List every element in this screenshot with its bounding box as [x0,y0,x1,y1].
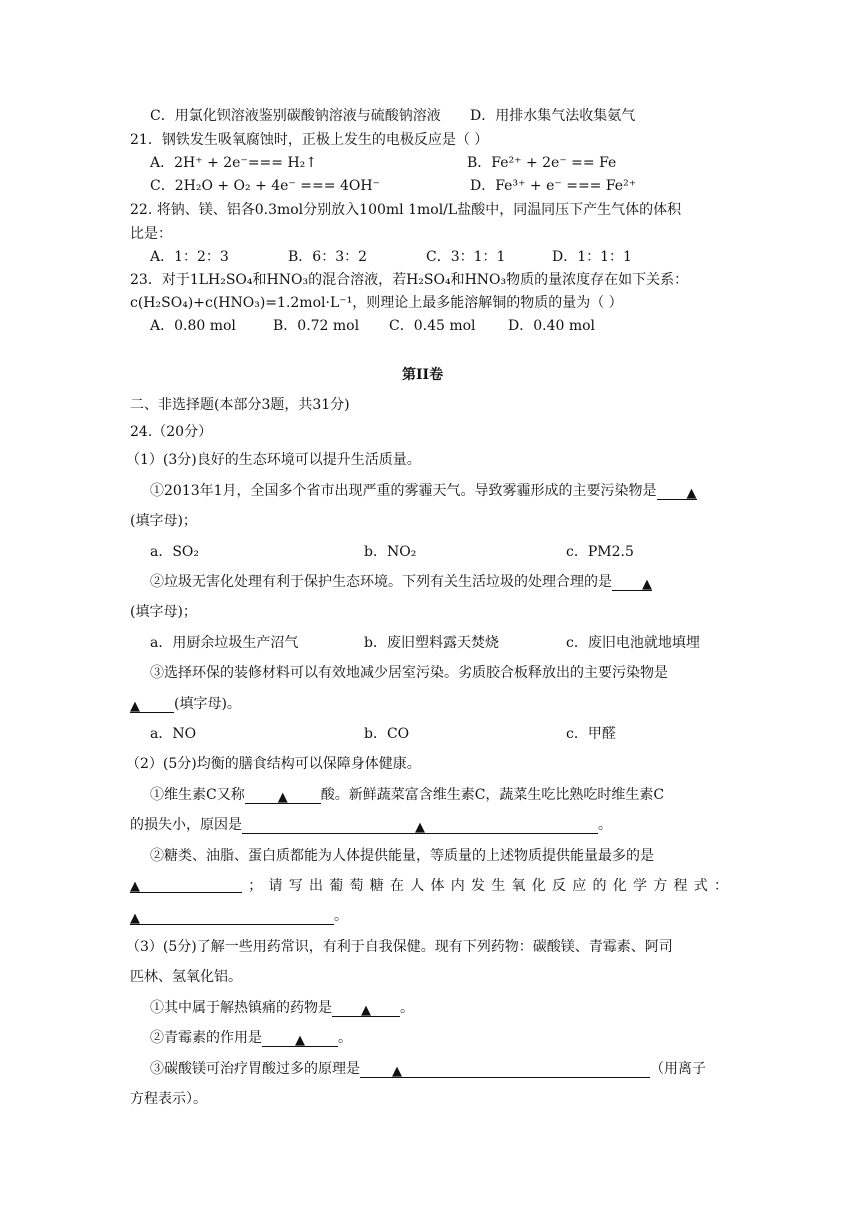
s2-heading: （2）(5分)均衡的膳食结构可以保障身体健康。 [126,756,421,772]
section-heading: 二、非选择题(本部分3题，共31分) [130,397,350,413]
s1-item1-line1 [150,481,697,501]
blank-triangle-icon: ▲ [642,577,652,592]
q23-option-a: A．0.80 mol [150,318,236,334]
s3-item1-prefix: ①其中属于解热镇痛的药物是 [150,1000,332,1016]
s2-item2-line1: ②糖类、油脂、蛋白质都能为人体提供能量，等质量的上述物质提供能量最多的是 [150,848,654,864]
q21-option-a: A．2H⁺ + 2e⁻=== H₂↑ [150,155,318,171]
s3-heading-line2: 匹林、氢氧化铝。 [130,969,242,985]
q24-heading: 24.（20分） [130,424,213,440]
q22-option-d: D．1：1：1 [552,249,632,265]
s3-item3-line2: 方程表示）。 [130,1091,207,1107]
s3-item1-suffix: 。 [400,1000,414,1016]
s1-item3-suffix: (填字母)。 [174,696,241,712]
s2-item1-prefix: ①维生素C又称 [150,787,245,803]
s1-heading: （1）(3分)良好的生态环境可以提升生活质量。 [126,452,421,468]
s1-item1-option-a: a．SO₂ [150,544,200,560]
s3-item2-prefix: ②青霉素的作用是 [150,1030,262,1046]
s2-item1-suffix: 酸。新鲜蔬菜富含维生素C，蔬菜生吃比熟吃时维生素C [320,787,665,803]
answer-blank[interactable] [130,908,334,925]
s1-item1-option-c: c．PM2.5 [566,544,634,560]
s1-item2-option-a: a．用厨余垃圾生产沼气 [150,635,299,651]
answer-blank[interactable] [130,696,174,713]
q20-option-c: C．用氯化钡溶液鉴别碳酸钠溶液与硫酸钠溶液 [150,108,441,124]
blank-triangle-icon: ▲ [130,911,140,926]
answer-blank[interactable] [332,1000,400,1017]
q21-stem: 21．钢铁发生吸氧腐蚀时，正极上发生的电极反应是（ ） [130,132,489,148]
answer-blank[interactable] [262,1030,338,1047]
s2-item1-line2 [130,815,612,835]
q22-option-c: C．3：1：1 [426,249,506,265]
s1-item1-line2: (填字母)； [130,513,197,529]
s3-item1 [150,998,414,1018]
s1-item2-line1 [150,572,652,592]
s1-item2-line2: (填字母)； [130,604,197,620]
q22-stem-line1: 22. 将钠、镁、铝各0.3mol分别放入100ml 1mol/L盐酸中，同温同压下产生气体的体积 [130,202,682,218]
q22-option-a: A．1：2：3 [150,249,229,265]
s1-item3-line2 [130,694,241,714]
s2-item1-line1 [150,785,664,805]
q21-option-c: C．2H₂O + O₂ + 4e⁻ === 4OH⁻ [150,178,380,194]
blank-triangle-icon: ▲ [686,486,697,501]
blank-triangle-icon: ▲ [415,820,425,835]
q23-option-d: D．0.40 mol [508,318,596,334]
answer-blank[interactable] [130,876,242,893]
q21-option-d: D．Fe³⁺ + e⁻ === Fe²⁺ [470,178,637,194]
answer-blank[interactable] [245,787,321,804]
blank-triangle-icon: ▲ [130,699,140,714]
answer-blank[interactable] [612,574,652,591]
q23-option-c: C．0.45 mol [389,318,476,334]
answer-blank[interactable] [360,1061,650,1078]
s1-item3-option-b: b．CO [364,726,410,742]
s3-item3-line1 [150,1059,706,1079]
part2-title: 第II卷 [402,367,444,383]
q22-stem-line2: 比是： [130,226,172,242]
answer-blank[interactable] [657,483,697,500]
s1-item1-option-b: b．NO₂ [364,544,417,560]
s1-item3-option-a: a．NO [150,726,197,742]
s2-item2-line3 [130,906,348,926]
s1-item3-line1: ③选择环保的装修材料可以有效地减少居室污染。劣质胶合板释放出的主要污染物是 [150,665,668,681]
blank-triangle-icon: ▲ [130,879,140,894]
blank-triangle-icon: ▲ [295,1033,305,1048]
s3-item2-suffix: 。 [338,1030,352,1046]
s3-item3-prefix: ③碳酸镁可治疗胃酸过多的原理是 [150,1061,360,1077]
s2-item1-reason-prefix: 的损失小，原因是 [130,817,242,833]
q22-option-b: B．6：3：2 [288,249,368,265]
q23-option-b: B．0.72 mol [273,318,360,334]
s3-item3-suffix: （用离子 [650,1061,706,1077]
answer-blank[interactable] [242,817,598,834]
s1-item1-text: ①2013年1月，全国多个省市出现严重的雾霾天气。导致雾霾形成的主要污染物是 [150,483,657,499]
q20-option-d: D．用排水集气法收集氨气 [470,108,636,124]
blank-triangle-icon: ▲ [277,790,288,805]
s2-item2-line2: ▲ ； 请 写 出 葡 萄 糖 在 人 体 内 发 生 氧 化 反 应 的 化 学 方 程 式 ： [130,878,728,894]
s1-item2-option-c: c．废旧电池就地填埋 [566,635,700,651]
q21-option-b: B．Fe²⁺ + 2e⁻ == Fe [467,155,617,171]
q23-stem-line1: 23．对于1LH₂SO₄和HNO₃的混合溶液，若H₂SO₄和HNO₃物质的量浓度存在如下关系： [130,272,689,288]
s2-item1-reason-suffix: 。 [598,817,612,833]
blank-triangle-icon: ▲ [361,1003,371,1018]
blank-triangle-icon: ▲ [392,1064,402,1079]
s3-heading-line1: （3）(5分)了解一些用药常识，有利于自我保健。现有下列药物：碳酸镁、青霉素、阿司 [126,939,673,955]
s1-item2-option-b: b．废旧塑料露天焚烧 [364,635,499,651]
q23-stem-line2: c(H₂SO₄)+c(HNO₃)=1.2mol·L⁻¹，则理论上最多能溶解铜的物质的量为（ ） [130,295,623,311]
s1-item2-text: ②垃圾无害化处理有利于保护生态环境。下列有关生活垃圾的处理合理的是 [150,574,612,590]
s3-item2 [150,1028,352,1048]
s1-item3-option-c: c．甲醛 [566,726,616,742]
s2-item2-end: 。 [334,908,348,924]
